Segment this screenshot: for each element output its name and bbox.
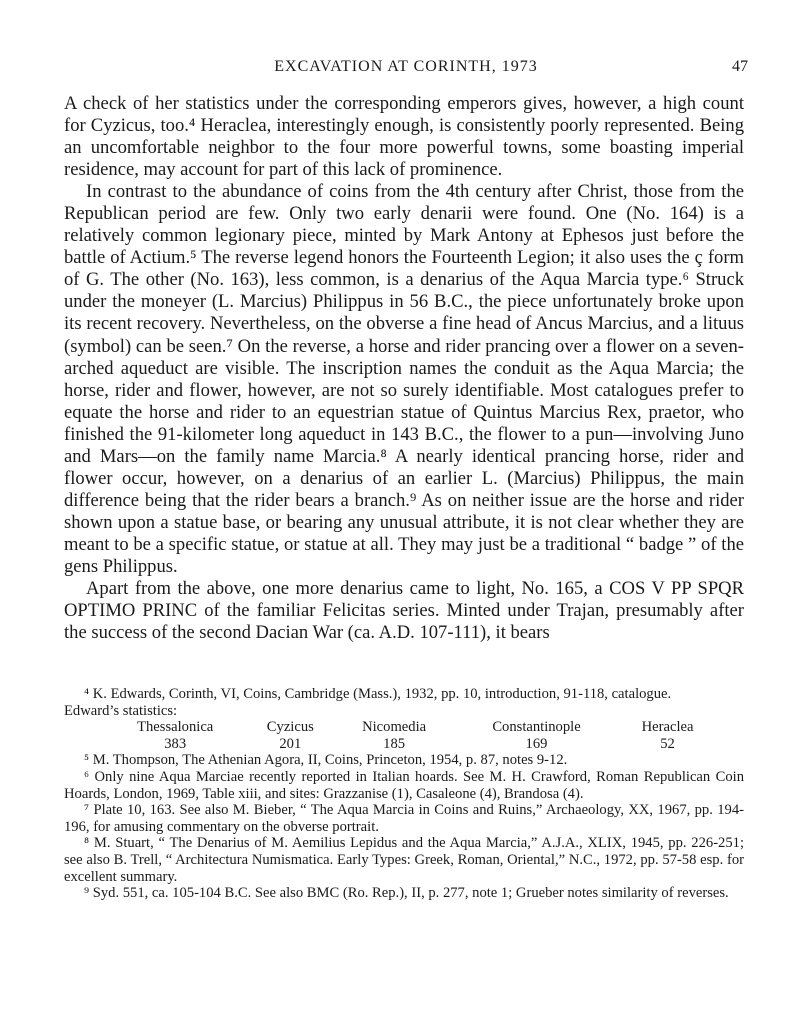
stats-header-heraclea: Heraclea (641, 719, 694, 736)
running-head (64, 58, 748, 80)
footnote-4: ⁴ K. Edwards, Corinth, VI, Coins, Cambridge (Mass.), 1932, pp. 10, introduction, 91-118, catalogue. (84, 686, 672, 702)
stats-value-thessalonica: 383 (164, 735, 187, 752)
stats-value-nicomedia: 185 (383, 735, 406, 752)
stats-value-cyzicus: 201 (279, 735, 302, 752)
footnotes (64, 686, 744, 902)
stats-header-cyzicus: Cyzicus (266, 719, 314, 736)
stats-label: Edward’s statistics: (64, 702, 178, 719)
paragraph-1: A check of her statistics under the corresponding emperors gives, however, a high count for Cyzicus, too.⁴ Heraclea, interestingly enough, is consistently poorly represented. Being an uncomfortable neighbor to the four more powerful towns, some boasting imperial residence, may account for part of this lack of prominence. (64, 93, 744, 181)
statistics-value-row (104, 736, 716, 753)
stats-header-nicomedia: Nicomedia (362, 719, 427, 736)
stats-header-thessalonica: Thessalonica (137, 719, 214, 736)
stats-value-constantinople: 169 (525, 735, 548, 752)
footnote-6: ⁶ Only nine Aqua Marciae recently reported in Italian hoards. See M. H. Crawford, Roman Republican Coin Hoards, London, 1969, Table xiii, and sites: Grazzanise (1), Casaleone (4), Brandosa (4). (64, 768, 744, 802)
paragraph-2: In contrast to the abundance of coins from the 4th century after Christ, those from the Republican period are few. Only two early denarii were found. One (No. 164) is a relatively common legionary piece, minted by Mark Antony at Ephesos just before the battle of Actium.⁵ The reverse legend honors the Fourteenth Legion; it also uses the ç form of G. The other (No. 163), less common, is a denarius of the Aqua Marcia type.⁶ Struck under the moneyer (L. Marcius) Philippus in 56 B.C., the piece unfortunately broke upon its recent recovery. Nevertheless, on the obverse a fine head of Ancus Marcius, and a lituus (symbol) can be seen.⁷ On the reverse, a horse and rider prancing over a flower on a seven-arched aqueduct are visible. The inscription names the conduit as the Aqua Marcia; the horse, rider and flower, however, are not so surely identifiable. Most catalogues prefer to equate the horse and rider to an equestrian statue of Quintus Marcius Rex, praetor, who finished the 91-kilometer long aqueduct in 143 B.C., the flower to a pun—involving Juno and Mars—on the family name Marcia.⁸ A nearly identical prancing horse, rider and flower occur, however, on a denarius of an earlier L. (Marcius) Philippus, the main difference being that the rider bears a branch.⁹ As on neither issue are the horse and rider shown upon a statue base, or bearing any unusual attribute, it is not clear whether they are meant to be a specific statue, or statue at all. They may just be a traditional “ badge ” of the gens Philippus. (64, 181, 744, 577)
running-title: EXCAVATION AT CORINTH, 1973 (274, 58, 538, 75)
body-text (64, 93, 744, 644)
statistics-header-row (104, 719, 716, 736)
paragraph-3: Apart from the above, one more denarius came to light, No. 165, a COS V PP SPQR OPTIMO PRINC of the familiar Felicitas series. Minted under Trajan, presumably after the success of the second Dacian War (ca. A.D. 107-111), it bears (64, 578, 744, 644)
footnote-5: ⁵ M. Thompson, The Athenian Agora, II, Coins, Princeton, 1954, p. 87, notes 9-12. (84, 752, 568, 769)
footnote-7: ⁷ Plate 10, 163. See also M. Bieber, “ The Aqua Marcia in Coins and Ruins,” Archaeology, XX, 1967, pp. 194-196, for amusing commentary on the obverse portrait. (64, 802, 744, 835)
page-number: 47 (732, 58, 748, 75)
statistics-table (104, 719, 716, 752)
footnote-8: ⁸ M. Stuart, “ The Denarius of M. Aemilius Lepidus and the Aqua Marcia,” A.J.A., XLIX, 1945, pp. 226-251; see also B. Trell, “ Architectura Numismatica. Early Types: Greek, Roman, Oriental,” N.C., 1972, pp. 57-58 esp. for excellent summary. (64, 835, 744, 885)
stats-value-heraclea: 52 (660, 735, 675, 752)
footnote-9: ⁹ Syd. 551, ca. 105-104 B.C. See also BMC (Ro. Rep.), II, p. 277, note 1; Grueber notes similarity of reverses. (84, 885, 729, 902)
stats-header-constantinople: Constantinople (492, 719, 581, 736)
